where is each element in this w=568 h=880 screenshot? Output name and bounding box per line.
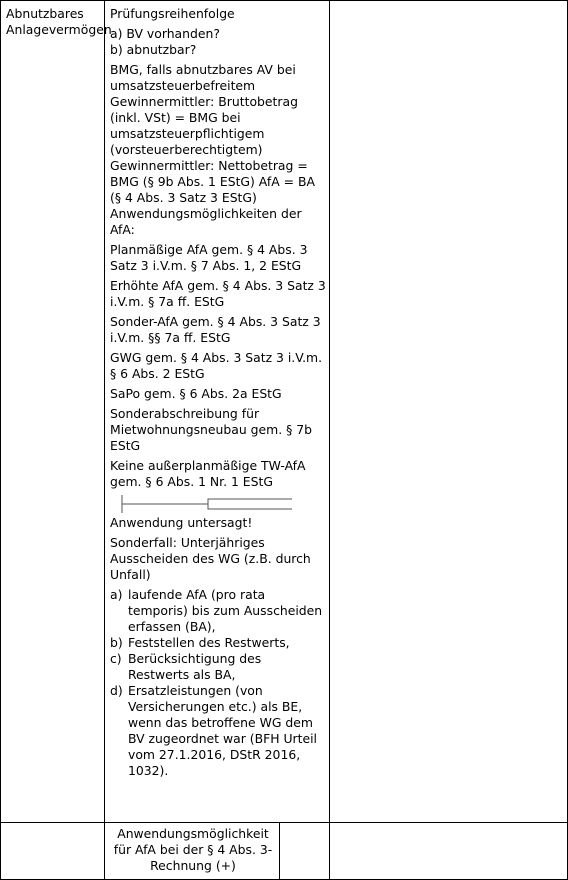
sonderfall-list (110, 587, 326, 779)
step-b: b) abnutzbar? (110, 42, 197, 57)
bracket-line-diagram (110, 493, 300, 515)
asset-category-cell (6, 6, 112, 38)
table-border-top (0, 0, 568, 1)
list-text: Ersatzleistungen (von Versicherungen etc.) als BE, wenn das betroffene WG dem BV zugeordnet war (BFH Urteil vom 27.1.2016, DStR 2016, 1032). (128, 683, 317, 778)
step-a: a) BV vorhanden? (110, 26, 220, 41)
list-letter: b) (110, 635, 123, 650)
list-item (110, 635, 326, 651)
list-text: laufende AfA (pro rata temporis) bis zum Ausscheiden erfassen (BA), (128, 587, 323, 634)
list-letter: a) (110, 587, 123, 602)
table-border-left (0, 0, 1, 880)
list-letter: c) (110, 651, 122, 666)
afa-item-mietwohnungsneubau: Sonderabschreibung für Mietwohnungsneubau gem. § 7b EStG (110, 406, 312, 453)
untersagt-text: Anwendung untersagt! (110, 515, 253, 530)
procedure-heading: Prüfungsreihenfolge (110, 6, 235, 21)
list-item (110, 587, 326, 635)
afa-item-erhoeht: Erhöhte AfA gem. § 4 Abs. 3 Satz 3 i.V.m. § 7a ff. EStG (110, 278, 326, 309)
list-item (110, 683, 326, 779)
procedure-cell (110, 6, 326, 779)
afa-item-sonder: Sonder-AfA gem. § 4 Abs. 3 Satz 3 i.V.m. §§ 7a ff. EStG (110, 314, 321, 345)
sonderfall-text: Sonderfall: Unterjähriges Ausscheiden des WG (z.B. durch Unfall) (110, 535, 311, 582)
afa-item-planmaessig: Planmäßige AfA gem. § 4 Abs. 3 Satz 3 i.V.m. § 7 Abs. 1, 2 EStG (110, 242, 308, 273)
list-letter: d) (110, 683, 123, 698)
afa-item-sapo: SaPo gem. § 6 Abs. 2a EStG (110, 386, 282, 401)
row-divider (0, 822, 568, 823)
list-text: Feststellen des Restwerts, (128, 635, 290, 650)
afa-item-gwg: GWG gem. § 4 Abs. 3 Satz 3 i.V.m. § 6 Abs. 2 EStG (110, 350, 323, 381)
list-text: Berücksichtigung des Restwerts als BA, (128, 651, 262, 682)
bmg-text: BMG, falls abnutzbares AV bei umsatzsteuerbefreitem Gewinnermittler: Bruttobetrag (inkl. VSt) = BMG bei umsatzsteuerpflichtigem (vorsteuerberechtigtem) Gewinnermittler: Nettobetrag = BMG (§ 9b Abs. 1 EStG) AfA = BA (§ 4 Abs. 3 Satz 3 EStG) Anwendungsmöglichkeiten der AfA: (110, 62, 315, 237)
afa-item-tw-afa: Keine außerplanmäßige TW-AfA gem. § 6 Abs. 1 Nr. 1 EStG (110, 458, 306, 489)
col-divider-1 (104, 0, 105, 880)
bottom-note: Anwendungsmöglichkeit für AfA bei der § 4 Abs. 3-Rechnung (+) (113, 826, 273, 873)
col-divider-2 (329, 0, 330, 880)
asset-category-label: Abnutzbares Anlagevermögen (6, 6, 112, 37)
list-item (110, 651, 326, 683)
